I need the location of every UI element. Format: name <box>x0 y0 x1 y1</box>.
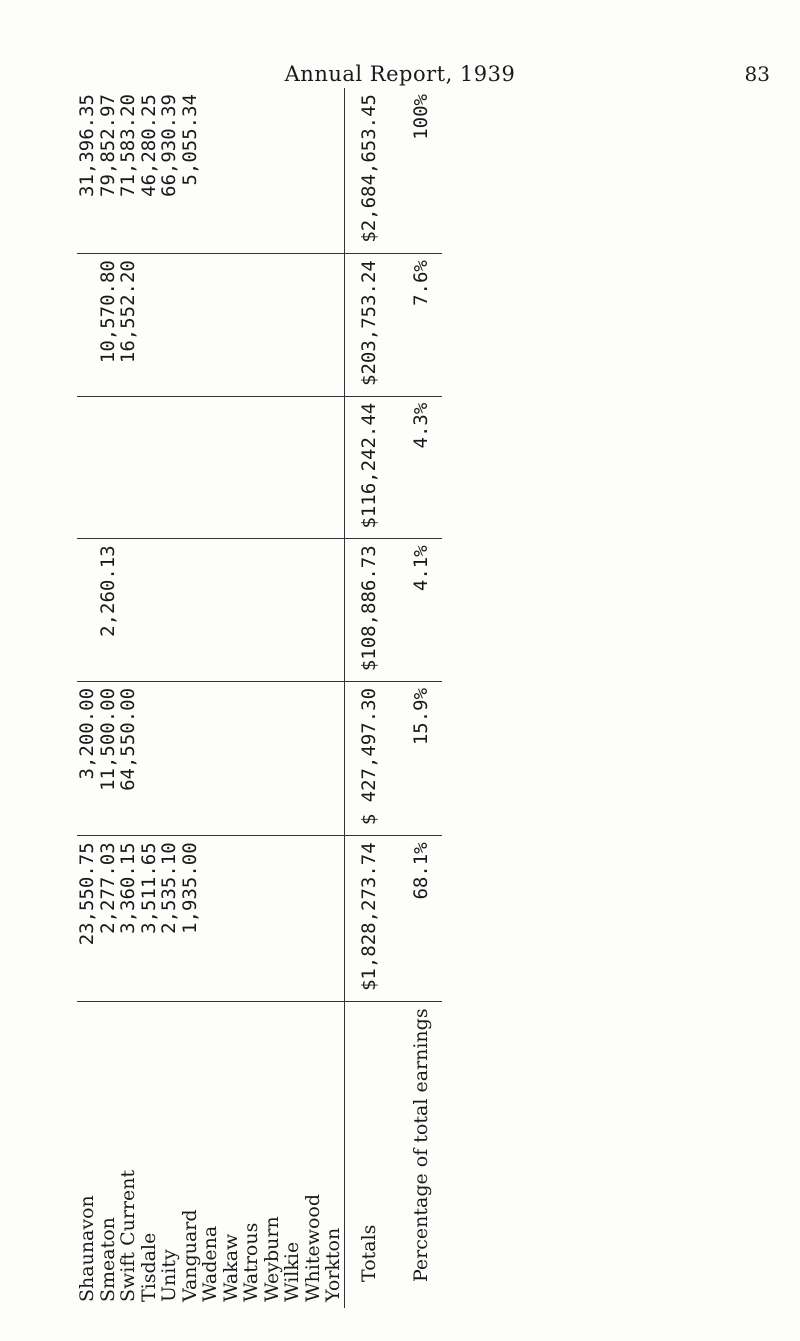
cell-c4 <box>200 396 221 539</box>
cell-c4 <box>221 396 242 539</box>
cell-c4 <box>303 396 324 539</box>
cell-c3 <box>323 539 344 682</box>
rotated-table-container <box>77 88 777 1308</box>
cell-c5: $203,753.24 <box>344 254 393 397</box>
cell-c5: 7.6% <box>393 254 442 397</box>
row-label: Vanguard <box>178 1209 201 1302</box>
cell-c2 <box>139 681 160 835</box>
cell-c5 <box>77 254 98 397</box>
cell-c3 <box>139 539 160 682</box>
table-row <box>262 88 283 1308</box>
table-row <box>200 88 221 1308</box>
row-label: Percentage of total earnings <box>410 1008 432 1282</box>
cell-c5 <box>139 254 160 397</box>
cell-c4 <box>77 396 98 539</box>
table-row <box>323 88 344 1308</box>
row-label: Yorkton <box>322 1227 344 1302</box>
row-label: Tisdale <box>137 1232 160 1302</box>
cell-c3 <box>303 539 324 682</box>
totals-row <box>344 88 393 1308</box>
row-label: Swift Current <box>117 1169 139 1302</box>
cell-c1 <box>241 836 262 1002</box>
row-label: Totals <box>344 1002 393 1308</box>
cell-c3 <box>118 539 139 682</box>
table-row <box>118 88 139 1308</box>
row-label: Smeaton <box>96 1217 119 1302</box>
page-number: 83 <box>744 62 770 86</box>
row-label: Shaunavon <box>76 1195 98 1302</box>
cell-c5: 16,552.20 <box>118 254 139 397</box>
cell-c3 <box>159 539 180 682</box>
cell-c4 <box>323 396 344 539</box>
cell-c5 <box>303 254 324 397</box>
cell-c2: 3,200.00 <box>77 681 98 835</box>
cell-c5 <box>282 254 303 397</box>
cell-c4 <box>180 396 201 539</box>
table-row <box>221 88 242 1308</box>
cell-total: 100% <box>393 88 442 254</box>
cell-c1 <box>262 836 283 1002</box>
cell-c4 <box>262 396 283 539</box>
cell-c2 <box>180 681 201 835</box>
cell-c2 <box>282 681 303 835</box>
cell-total: 79,852.97 <box>98 88 119 254</box>
cell-c3 <box>241 539 262 682</box>
cell-total <box>241 88 262 254</box>
cell-c1: 2,277.03 <box>98 836 119 1002</box>
table-row <box>303 88 324 1308</box>
cell-c4 <box>139 396 160 539</box>
cell-c2: $ 427,497.30 <box>344 681 393 835</box>
row-label: Wilkie <box>281 1241 303 1302</box>
cell-c3 <box>180 539 201 682</box>
cell-c1: 2,535.10 <box>159 836 180 1002</box>
cell-c4 <box>118 396 139 539</box>
row-label: Wakaw <box>219 1233 242 1302</box>
cell-c3: 4.1% <box>393 539 442 682</box>
table-row <box>139 88 160 1308</box>
cell-c3 <box>221 539 242 682</box>
table-body <box>77 88 442 1308</box>
cell-c4: 4.3% <box>393 396 442 539</box>
cell-c3 <box>77 539 98 682</box>
row-label: Watrous <box>240 1222 262 1302</box>
cell-total: 71,583.20 <box>118 88 139 254</box>
table-row <box>282 88 303 1308</box>
cell-c4 <box>159 396 180 539</box>
cell-c2 <box>200 681 221 835</box>
cell-total <box>221 88 242 254</box>
cell-c1 <box>282 836 303 1002</box>
cell-c1: 3,360.15 <box>118 836 139 1002</box>
row-label: Unity <box>158 1249 180 1302</box>
cell-c3 <box>282 539 303 682</box>
cell-c2 <box>159 681 180 835</box>
cell-c3 <box>200 539 221 682</box>
earnings-table <box>77 88 442 1308</box>
cell-c5 <box>221 254 242 397</box>
percentage-row <box>393 88 442 1308</box>
cell-c2: 11,500.00 <box>98 681 119 835</box>
cell-c1 <box>323 836 344 1002</box>
cell-c2 <box>323 681 344 835</box>
cell-c5 <box>180 254 201 397</box>
cell-c5 <box>159 254 180 397</box>
cell-c3: $108,886.73 <box>344 539 393 682</box>
table-row <box>180 88 201 1308</box>
row-label: Whitewood <box>301 1193 324 1302</box>
cell-c1: 3,511.65 <box>139 836 160 1002</box>
cell-c5 <box>323 254 344 397</box>
cell-c3 <box>262 539 283 682</box>
cell-c1: 1,935.00 <box>180 836 201 1002</box>
cell-c5 <box>200 254 221 397</box>
cell-c1: 23,550.75 <box>77 836 98 1002</box>
cell-c5 <box>262 254 283 397</box>
cell-c1 <box>200 836 221 1002</box>
cell-c1 <box>303 836 324 1002</box>
cell-c1 <box>221 836 242 1002</box>
cell-total: 5,055.34 <box>180 88 201 254</box>
cell-c2 <box>262 681 283 835</box>
cell-total <box>200 88 221 254</box>
table-row <box>159 88 180 1308</box>
cell-c4 <box>282 396 303 539</box>
page-title: Annual Report, 1939 <box>284 62 516 86</box>
cell-c5: 10,570.80 <box>98 254 119 397</box>
cell-c3: 2,260.13 <box>98 539 119 682</box>
cell-c1: $1,828,273.74 <box>344 836 393 1002</box>
cell-c2: 64,550.00 <box>118 681 139 835</box>
cell-c2: 15.9% <box>393 681 442 835</box>
cell-c1: 68.1% <box>393 836 442 1002</box>
cell-total: 46,280.25 <box>139 88 160 254</box>
cell-c5 <box>241 254 262 397</box>
table-row <box>77 88 98 1308</box>
cell-c4 <box>241 396 262 539</box>
cell-total <box>303 88 324 254</box>
cell-c2 <box>303 681 324 835</box>
cell-c2 <box>241 681 262 835</box>
cell-total <box>323 88 344 254</box>
cell-total: 31,396.35 <box>77 88 98 254</box>
cell-c4 <box>98 396 119 539</box>
row-label: Weyburn <box>260 1216 283 1302</box>
row-label: Wadena <box>199 1225 221 1302</box>
cell-c2 <box>221 681 242 835</box>
cell-total <box>282 88 303 254</box>
table-row <box>241 88 262 1308</box>
cell-total: $2,684,653.45 <box>344 88 393 254</box>
table-row <box>98 88 119 1308</box>
cell-total <box>262 88 283 254</box>
cell-c4: $116,242.44 <box>344 396 393 539</box>
cell-total: 66,930.39 <box>159 88 180 254</box>
